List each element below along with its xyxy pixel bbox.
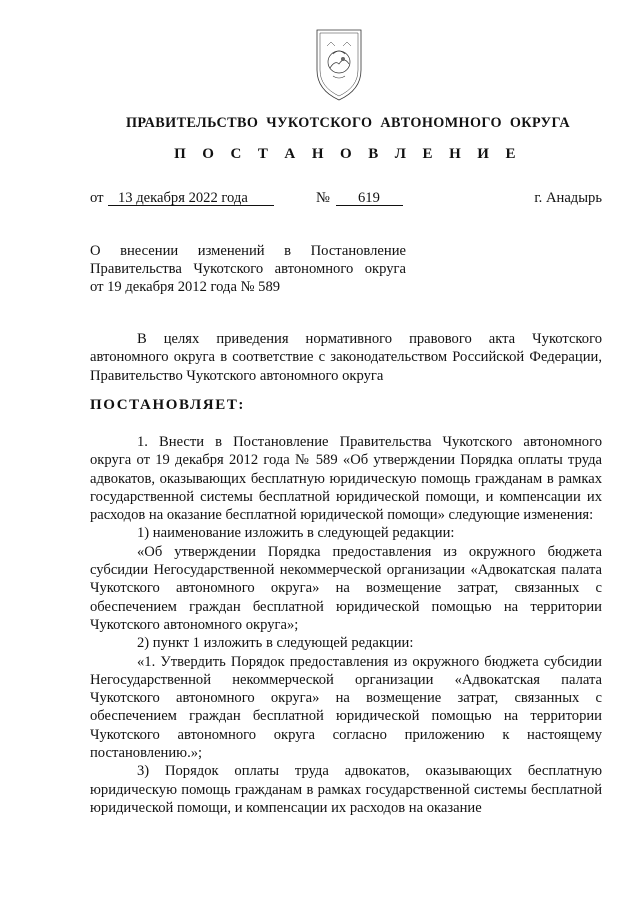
preamble-text: В целях приведения нормативного правового акта Чукотского автономного округа в соответствие с законодательством Российской Федерации, Правительство Чукотского автономного округа — [90, 331, 602, 384]
body-paragraph: 2) пункт 1 изложить в следующей редакции: — [137, 635, 414, 652]
preamble — [90, 330, 602, 385]
document-date: 13 декабря 2022 года — [108, 191, 274, 206]
subject-line: О внесении изменений в Постановление — [90, 243, 406, 259]
document-type: П О С Т А Н О В Л Е Н И Е — [174, 146, 522, 162]
resolves-heading: ПОСТАНОВЛЯЕТ: — [90, 397, 246, 413]
body-paragraph: 1. Внести в Постановление Правительства Чукотского автономного округа от 19 декабря 2012 года № 589 «Об утверждении Порядка оплаты труда адвокатов, оказывающих бесплатную юридическую помощь гражданам в рамках государственной системы бесплатной юридической помощи, и компенсации их расходов на оказание бесплатной юридической помощи» следующие изменения: — [90, 434, 602, 524]
number-label: № — [316, 190, 330, 206]
document-subject — [90, 242, 406, 296]
document-number: 619 — [336, 191, 403, 206]
body-paragraph: «1. Утвердить Порядок предоставления из окружного бюджета субсидии Негосударственной некоммерческой организации «Адвокатская палата Чукотского автономного округа» на возмещение затрат, связанных с обеспечением граждан бесплатной юридической помощью на территории Чукотского автономного округа согласно приложению к настоящему постановлению.»; — [90, 653, 602, 762]
body-paragraph: 3) Порядок оплаты труда адвокатов, оказывающих бесплатную юридическую помощь гражданам в рамках государственной системы бесплатной юридической помощи, и компенсации их расходов на оказание — [90, 763, 602, 816]
organization-title: ПРАВИТЕЛЬСТВО ЧУКОТСКОГО АВТОНОМНОГО ОКРУГА — [125, 115, 571, 131]
resolution-body — [90, 433, 602, 817]
body-paragraph: 1) наименование изложить в следующей редакции: — [137, 525, 455, 542]
coat-of-arms-emblem — [303, 26, 375, 104]
from-label: от — [90, 190, 104, 206]
subject-line: Правительства Чукотского автономного округа — [90, 261, 406, 277]
body-paragraph: «Об утверждении Порядка предоставления из окружного бюджета субсидии Негосударственной некоммерческой организации «Адвокатская палата Чукотского автономного округа» на возмещение затрат, связанных с обеспечением граждан бесплатной юридической помощью на территории Чукотского автономного округа»; — [90, 543, 602, 633]
subject-line: от 19 декабря 2012 года № 589 — [90, 279, 281, 295]
city: г. Анадырь — [534, 190, 602, 206]
